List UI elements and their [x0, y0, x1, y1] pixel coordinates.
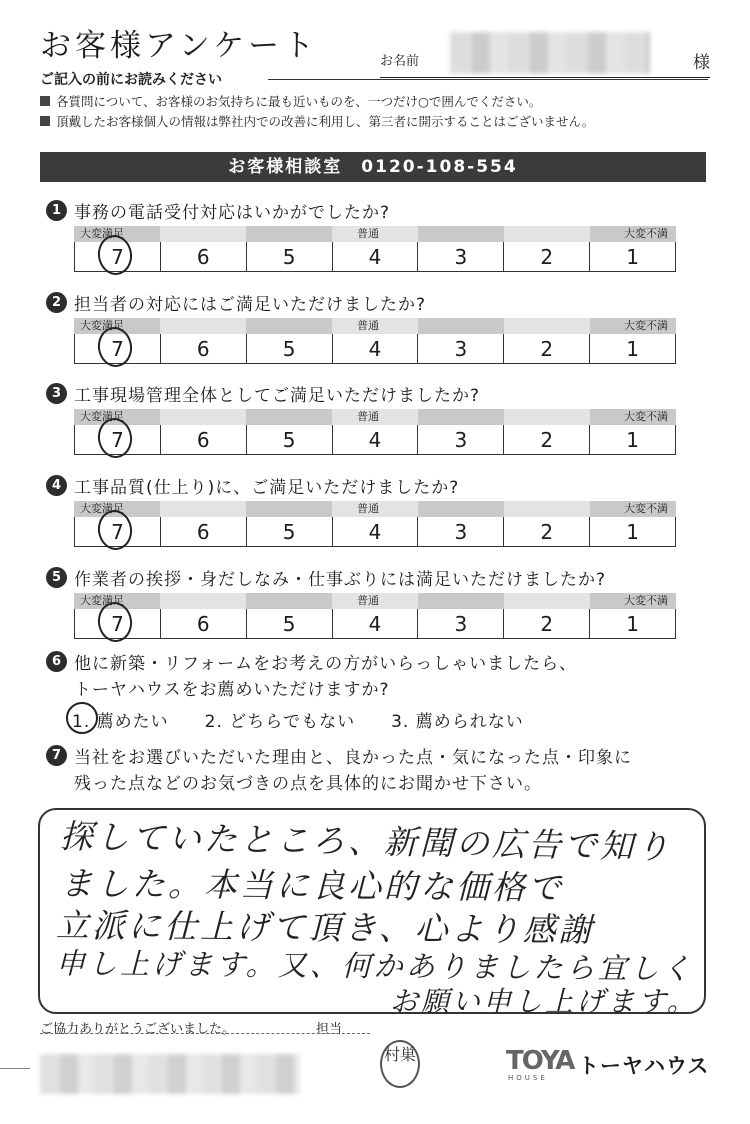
rating-option[interactable]: [503, 334, 589, 363]
scale-label-left: 大変満足: [80, 319, 124, 332]
rating-value: 6: [196, 520, 210, 544]
rating-option[interactable]: [160, 425, 246, 454]
rating-option[interactable]: [160, 517, 246, 546]
rating-value: 4: [368, 520, 382, 544]
question-number-badge: 7: [46, 745, 67, 766]
rating-value: 1: [626, 337, 639, 361]
heading-rule: [268, 79, 708, 80]
option-neutral[interactable]: [205, 707, 355, 732]
rating-option[interactable]: [417, 242, 503, 271]
question-text: 残った点などのお気づきの点を具体的にお聞かせ下さい。: [74, 774, 542, 794]
name-suffix: 様: [693, 53, 710, 73]
scale-label-middle: 普通: [357, 502, 379, 515]
scale-label-left: 大変満足: [80, 594, 124, 607]
question-text: 他に新築・リフォームをお考えの方がいらっしゃいましたら、: [74, 654, 578, 674]
rating-option[interactable]: [246, 425, 332, 454]
question-text: 工事品質(仕上り)に、ご満足いただけましたか?: [74, 478, 460, 498]
question-3: [46, 381, 480, 406]
customer-name-field[interactable]: [380, 48, 710, 80]
rating-option[interactable]: [246, 242, 332, 271]
rating-value: 5: [282, 612, 296, 636]
question-1: [46, 198, 390, 223]
question-text: トーヤハウスをお薦めいただけますか?: [74, 680, 390, 700]
rating-value: 6: [196, 245, 210, 269]
question-number-badge: 3: [46, 383, 67, 404]
company-logo: TOYA: [506, 1046, 574, 1076]
option-label: 3. 薦められない: [391, 712, 524, 732]
rating-value: 7: [111, 245, 124, 269]
handwritten-line: 探していたところ、新聞の広告で知り: [59, 816, 673, 867]
rating-option[interactable]: [417, 425, 503, 454]
rating-scale: [74, 409, 676, 459]
rating-scale: [74, 501, 676, 551]
redacted-info: [40, 1054, 300, 1094]
rating-value: 2: [540, 337, 554, 361]
company-logo-sub: HOUSE: [508, 1074, 548, 1082]
rating-option[interactable]: [74, 517, 160, 546]
redacted-name: [450, 32, 650, 74]
question-5: [46, 565, 606, 590]
rating-value: 1: [626, 520, 639, 544]
rating-value: 3: [454, 612, 468, 636]
rating-option[interactable]: [417, 334, 503, 363]
scale-label-left: 大変満足: [80, 410, 124, 423]
rating-option[interactable]: [160, 609, 246, 638]
rating-value: 5: [282, 520, 296, 544]
rating-value: 2: [540, 428, 554, 452]
handwritten-line: ました。本当に良心的な価格で: [59, 863, 565, 908]
notice-item: [40, 92, 541, 110]
rating-value: 4: [368, 428, 382, 452]
rating-option[interactable]: [503, 609, 589, 638]
rating-value: 4: [368, 612, 382, 636]
customer-desk-banner: お客様相談室 0120-108-554: [40, 152, 706, 182]
rating-value: 6: [196, 428, 210, 452]
handwritten-line: 申し上げます。又、何かありましたら宜しく: [55, 946, 694, 986]
rating-value: 3: [454, 245, 468, 269]
question-6: [46, 651, 577, 703]
scale-label-middle: 普通: [357, 319, 379, 332]
staff-label: 担当: [316, 1022, 343, 1037]
rating-value: 2: [540, 245, 554, 269]
scale-label-right: 大変不満: [624, 319, 668, 332]
question-text: 当社をお選びいただいた理由と、良かった点・気になった点・印象に: [74, 748, 632, 768]
rating-options: [74, 609, 676, 639]
rating-option[interactable]: [246, 517, 332, 546]
scale-label-right: 大変不満: [624, 594, 668, 607]
rating-option[interactable]: [417, 609, 503, 638]
rating-scale: [74, 318, 676, 368]
rating-value: 2: [540, 612, 554, 636]
question-number-badge: 5: [46, 567, 67, 588]
rating-option[interactable]: [74, 242, 160, 271]
rating-value: 3: [454, 520, 468, 544]
recommend-options: [72, 707, 560, 732]
rating-value: 7: [111, 612, 124, 636]
question-text: 事務の電話受付対応はいかがでしたか?: [74, 203, 391, 223]
company-name: トーヤハウス: [578, 1054, 710, 1078]
rating-value: 3: [454, 337, 468, 361]
rating-value: 6: [196, 337, 210, 361]
rating-option[interactable]: [503, 242, 589, 271]
rating-options: [74, 425, 676, 455]
question-text: 担当者の対応にはご満足いただけましたか?: [74, 295, 427, 315]
rating-scale: [74, 593, 676, 643]
rating-option[interactable]: [332, 425, 418, 454]
question-number-badge: 2: [46, 292, 67, 313]
read-before-heading: ご記入の前にお読みください: [40, 72, 222, 88]
rating-value: 7: [111, 337, 124, 361]
scale-label-right: 大変不満: [624, 410, 668, 423]
square-bullet-icon: [40, 116, 50, 126]
rating-option[interactable]: [503, 517, 589, 546]
rating-option[interactable]: [332, 334, 418, 363]
rating-option[interactable]: [160, 334, 246, 363]
survey-title: お客様アンケート: [40, 28, 319, 64]
rating-value: 2: [540, 520, 554, 544]
scale-label-middle: 普通: [357, 410, 379, 423]
notice-text: 頂戴したお客様個人の情報は弊社内での改善に利用し、第三者に開示することはございません。: [56, 114, 595, 129]
rating-option[interactable]: [589, 334, 676, 363]
question-number-badge: 4: [46, 475, 67, 496]
scale-label-middle: 普通: [357, 227, 379, 240]
rating-option[interactable]: [160, 242, 246, 271]
rating-value: 1: [626, 245, 639, 269]
rating-option[interactable]: [332, 242, 418, 271]
rating-option[interactable]: [332, 609, 418, 638]
rating-value: 6: [196, 612, 210, 636]
option-not-recommend[interactable]: [391, 707, 524, 732]
staff-rule: [40, 1033, 370, 1034]
rating-option[interactable]: [246, 334, 332, 363]
rating-option[interactable]: [589, 242, 676, 271]
rating-option[interactable]: [332, 517, 418, 546]
rating-value: 1: [626, 428, 639, 452]
square-bullet-icon: [40, 96, 50, 106]
notice-text: 各質問について、お客様のお気持ちに最も近いものを、一つだけ○で囲んでください。: [56, 94, 542, 109]
rating-value: 5: [282, 337, 296, 361]
rating-option[interactable]: [417, 517, 503, 546]
name-underline: [380, 77, 710, 78]
rating-value: 5: [282, 428, 296, 452]
staff-seal-stamp: 村巣: [380, 1040, 420, 1088]
rating-value: 7: [111, 520, 124, 544]
name-label: お名前: [380, 54, 420, 69]
rating-scale: [74, 226, 676, 276]
question-number-badge: 6: [46, 651, 67, 672]
notice-item: [40, 112, 594, 130]
question-number-badge: 1: [46, 200, 67, 221]
selection-circle: [66, 702, 98, 734]
rating-value: 4: [368, 245, 382, 269]
rating-option[interactable]: [589, 609, 676, 638]
question-text: 作業者の挨拶・身だしなみ・仕事ぶりには満足いただけましたか?: [74, 570, 607, 590]
edge-mark: [0, 1068, 30, 1069]
scale-label-right: 大変不満: [624, 502, 668, 515]
handwritten-line: 立派に仕上げて頂き、心より感謝: [55, 905, 595, 950]
option-recommend[interactable]: [72, 707, 169, 732]
rating-value: 1: [626, 612, 639, 636]
option-label: 2. どちらでもない: [204, 712, 356, 732]
scale-label-middle: 普通: [357, 594, 379, 607]
rating-value: 5: [282, 245, 296, 269]
rating-options: [74, 334, 676, 364]
rating-value: 4: [368, 337, 382, 361]
handwritten-line: お願い申し上げます。: [390, 985, 698, 1018]
thanks-text: ご協力ありがとうございました。: [40, 1022, 236, 1037]
question-text: 工事現場管理全体としてご満足いただけましたか?: [74, 386, 481, 406]
rating-option[interactable]: [589, 425, 676, 454]
question-2: [46, 290, 426, 315]
scale-label-left: 大変満足: [80, 502, 124, 515]
rating-value: 3: [454, 428, 468, 452]
scale-label-left: 大変満足: [80, 227, 124, 240]
rating-option[interactable]: [74, 425, 160, 454]
question-4: [46, 473, 459, 498]
rating-option[interactable]: [246, 609, 332, 638]
scale-label-right: 大変不満: [624, 227, 668, 240]
rating-options: [74, 517, 676, 547]
rating-option[interactable]: [503, 425, 589, 454]
rating-value: 7: [111, 428, 124, 452]
rating-option[interactable]: [74, 334, 160, 363]
rating-option[interactable]: [74, 609, 160, 638]
option-label: 1. 薦めたい: [72, 712, 169, 732]
rating-options: [74, 242, 676, 272]
rating-option[interactable]: [589, 517, 676, 546]
question-7: [46, 745, 632, 797]
